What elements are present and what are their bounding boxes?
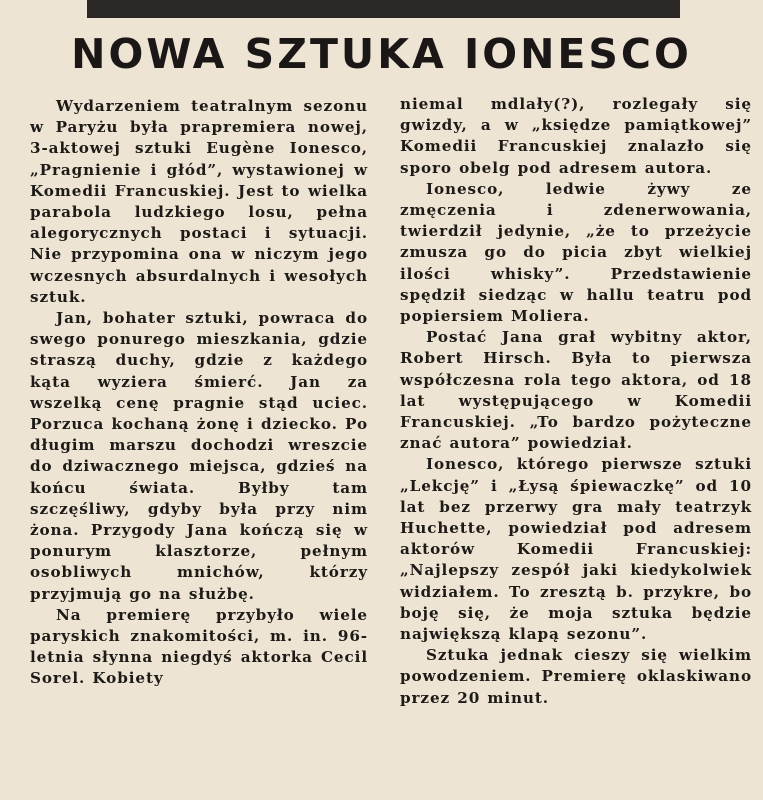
article-column-right bbox=[400, 94, 752, 709]
header-rule-bar bbox=[87, 0, 680, 18]
article-headline: NOWA SZTUKA IONESCO bbox=[71, 30, 692, 78]
article-column-left bbox=[30, 96, 368, 690]
paragraph: Jan, bohater sztuki, powraca do swego ponurego mieszkania, gdzie straszą duchy, gdzie z każdego kąta wyziera śmierć. Jan za wszelką cenę pragnie stąd uciec. Porzuca kochaną żonę i dziecko. Po długim marszu dochodzi wreszcie do dziwacznego miejsca, gdzieś na końcu świata. Byłby tam szczęśliwy, gdyby była przy nim żona. Przygody Jana kończą się w ponurym klasztorze, pełnym osobliwych mnichów, którzy przyjmują go na służbę. bbox=[30, 309, 368, 603]
paragraph: Na premierę przybyło wiele paryskich znakomitości, m. in. 96-letnia słynna niegdyś aktorka Cecil Sorel. Kobiety bbox=[30, 605, 368, 688]
paragraph: Postać Jana grał wybitny aktor, Robert Hirsch. Była to pierwsza współczesna rola tego aktora, od 18 lat występującego w Komedii Francuskiej. „To bardzo pożyteczne znać autora” powiedział. bbox=[400, 328, 752, 453]
paragraph: Ionesco, ledwie żywy ze zmęczenia i zdenerwowania, twierdził jedynie, „że to przeżycie zmusza go do picia zbyt wielkiej ilości whisky”. Przedstawienie spędził siedząc w hallu teatru pod popiersiem Moliera. bbox=[400, 179, 752, 326]
paragraph-continued: niemal mdlały(?), rozlegały się gwizdy, a w „księdze pamiątkowej” Komedii Francuskiej znalazło się sporo obelg pod adresem autora. bbox=[400, 95, 752, 177]
paragraph: Sztuka jednak cieszy się wielkim powodzeniem. Premierę oklaskiwano przez 20 minut. bbox=[400, 646, 752, 707]
paragraph: Wydarzeniem teatralnym sezonu w Paryżu była prapremiera nowej, 3-aktowej sztuki Eugène Ionesco, „Pragnienie i głód”, wystawionej w Komedii Francuskiej. Jest to wielka parabola ludzkiego losu, pełna alegorycznych postaci i sytuacji. Nie przypomina ona w niczym jego wczesnych absurdalnych i wesołych sztuk. bbox=[30, 97, 368, 306]
paragraph: Ionesco, którego pierwsze sztuki „Lekcję” i „Łysą śpiewaczkę” od 10 lat bez przerwy gra mały teatrzyk Huchette, powiedział pod adresem aktorów Komedii Francuskiej: „Najlepszy zespół jaki kiedykolwiek widziałem. To zresztą b. przykre, bo boję się, że moja sztuka będzie największą klapą sezonu”. bbox=[400, 455, 752, 644]
